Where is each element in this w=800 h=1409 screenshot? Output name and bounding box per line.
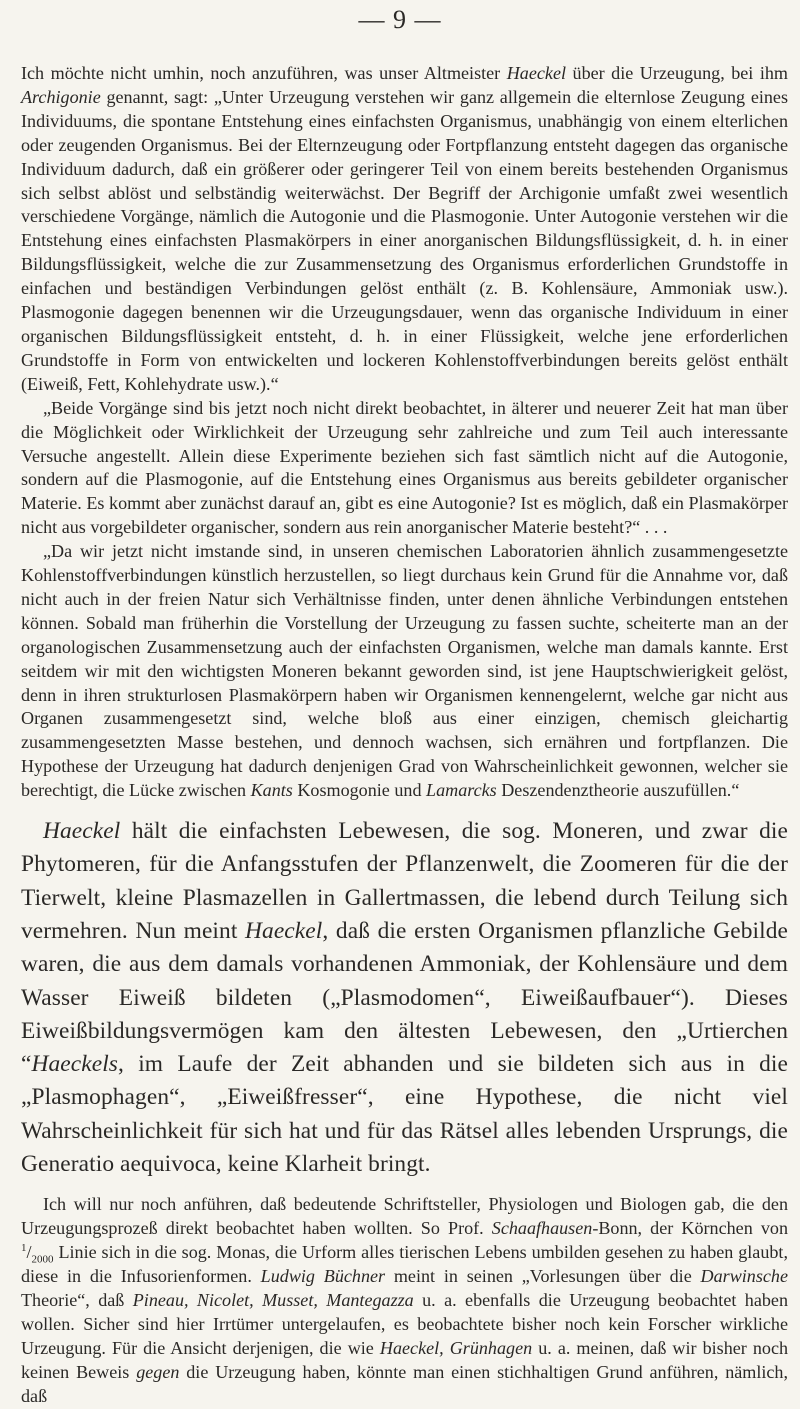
italic-name: Pineau, Nicolet, Musset, Mantegazza xyxy=(132,1289,414,1310)
paragraph-1: Ich möchte nicht umhin, noch anzuführen, was unser Altmeister Haeckel über die Urzeugung, bei ihm Archigonie genannt, sagt: „Unter Urzeugung verstehen wir ganz allgemein die elternlose Zeugung eines Individuums, die spontane Entstehung eines einfachsten Organismus, unabhängig von einem elterlichen oder zeugenden Organismus. Bei der Elternzeugung oder Fortpflanzung entsteht dagegen das organische Individuum dadurch, daß ein größerer oder geringerer Teil von einem bereits bestehenden Organismus sich selbst ablöst und selbständig weiterwächst. Der Begriff der Archigonie umfaßt zwei wesentlich verschiedene Vorgänge, nämlich die Autogonie und die Plasmogonie. Unter Autogonie verstehen wir die Entstehung eines einfachsten Plasmakörpers in einer anorganischen Bildungsflüssigkeit, d. h. in einer Bildungsflüssigkeit, welche die zur Zusammensetzung des Organismus erforderlichen Grundstoffe in einfachen und beständigen Verbindungen gelöst enthält (z. B. Kohlensäure, Ammoniak usw.). Plasmogonie dagegen benennen wir die Urzeugungsdauer, wenn das organische Individuum in einer organischen Bildungsflüssigkeit entsteht, d. h. in einer Flüssigkeit, welche jene erforderlichen Grundstoffe in Form von entwickelten und lockeren Kohlenstoffverbindungen bereits gelöst enthält (Eiweiß, Fett, Kohlehydrate usw.).“ xyxy=(21,63,788,394)
paragraph-3: „Da wir jetzt nicht imstande sind, in unseren chemischen Laboratorien ähnlich zusammengesetzte Kohlenstoffverbindungen künstlich herzustellen, so liegt durchaus kein Grund für die Annahme vor, daß nicht auch in der freien Natur sich Verhältnisse finden, unter denen ähnliche Verbindungen entstehen können. Sobald man früherhin die Vorstellung der Urzeugung zu fassen suchte, scheiterte man an der organologischen Zusammensetzung auch der einfachsten Organismen, welche man damals kannte. Erst seitdem wir mit den wichtigsten Moneren bekannt geworden sind, ist jene Hauptschwierigkeit gelöst, denn in ihren strukturlosen Plasmakörpern haben wir Organismen kennengelernt, welche gar nicht aus Organen zusammengesetzt sind, welche bloß aus einer einzigen, chemisch gleichartig zusammengesetzten Masse bestehen, und dennoch wachsen, sich ernähren und fortpflanzen. Die Hypothese der Urzeugung hat dadurch denjenigen Grad von Wahrscheinlichkeit gewonnen, welcher sie berechtigt, die Lücke zwischen Kants Kosmogonie und Lamarcks Deszendenztheorie auszufüllen.“ xyxy=(21,541,788,801)
document-body xyxy=(21,62,788,1409)
italic-name: Haeckels xyxy=(31,1051,119,1078)
italic-name: Haeckel xyxy=(506,63,566,83)
italic-name: Schaafhausen xyxy=(491,1218,593,1239)
fraction: $^1/_{2000}$ xyxy=(21,1242,54,1266)
paragraph-4: Haeckel hält die einfachsten Lebewesen, die sog. Moneren, und zwar die Phytomeren, für die Anfangsstufen der Pflanzenwelt, die Zoomeren für die der Tierwelt, kleine Plasmazellen in Gallertmassen, die lebend durch Teilung sich vermehren. Nun meint Haeckel, daß die ersten Organismen pflanzliche Gebilde waren, die aus dem damals vorhandenen Ammoniak, der Kohlensäure und dem Wasser Eiweiß bildeten („Plasmodomen“, Eiweißaufbauer“). Dieses Eiweißbildungsvermögen kam den ältesten Lebewesen, den „Urtierchen “Haeckels, im Laufe der Zeit abhanden und sie bildeten sich aus in die „Plasmophagen“, „Eiweißfresser“, eine Hypothese, die nicht viel Wahrscheinlichkeit für sich hat und für das Rätsel alles lebenden Ursprungs, die Generatio aequivoca, keine Klarheit bringt. xyxy=(21,818,788,1178)
italic-name: Haeckel, Grünhagen xyxy=(379,1337,533,1358)
page-number-header: — 9 — xyxy=(358,5,442,34)
italic-name: Lamarcks xyxy=(426,780,497,801)
italic-name: Archigonie xyxy=(21,86,101,107)
italic-name: Ludwig Büchner xyxy=(260,1266,386,1287)
paragraph-2: „Beide Vorgänge sind bis jetzt noch nicht direkt beobachtet, in älterer und neuerer Zeit hat man über die Möglichkeit oder Wirklichkeit der Urzeugung sehr zahlreiche und zum Teil auch interessante Versuche angestellt. Allein diese Experimente beziehen sich fast sämtlich nicht auf die Autogonie, sondern auf die Plasmogonie, auf die Entstehung eines Organismus aus bereits gebildeter organischer Materie. Es kommt aber zunächst darauf an, gibt es eine Autogonie? Ist es möglich, daß ein Plasmakörper nicht aus vorgebildeter organischer, sondern aus rein anorganischer Materie besteht?“ . . . xyxy=(21,397,788,538)
paragraph-5: Ich will nur noch anführen, daß bedeutende Schriftsteller, Physiologen und Biologen gab, die den Urzeugungsprozeß direkt beobachtet haben wollten. So Prof. Schaafhausen-Bonn, der Körnchen von $^1/_{2000}$ Linie sich in die sog. Monas, die Urform alles tierischen Lebens umbilden gesehen zu haben glaubt, diese in die Infusorienformen. Ludwig Büchner meint in seinen „Vorlesungen über die Darwinsche Theorie“, daß Pineau, Nicolet, Musset, Mantegazza u. a. ebenfalls die Urzeugung beobachtet haben wollen. Sicher sind hier Irrtümer untergelaufen, es beobachtete bisher noch kein Forscher wirkliche Urzeugung. Für die Ansicht derjenigen, die wie Haeckel, Grünhagen u. a. meinen, daß wir bisher noch keinen Beweis gegen die Urzeugung haben, könnte man einen stichhaltigen Grund anführen, nämlich, daß xyxy=(21,1194,789,1406)
italic-name: Haeckel xyxy=(43,818,121,845)
italic-name: Haeckel xyxy=(245,917,323,944)
italic-name: gegen xyxy=(136,1361,180,1382)
italic-name: Darwinsche xyxy=(700,1266,788,1287)
italic-name: Kants xyxy=(250,780,293,801)
